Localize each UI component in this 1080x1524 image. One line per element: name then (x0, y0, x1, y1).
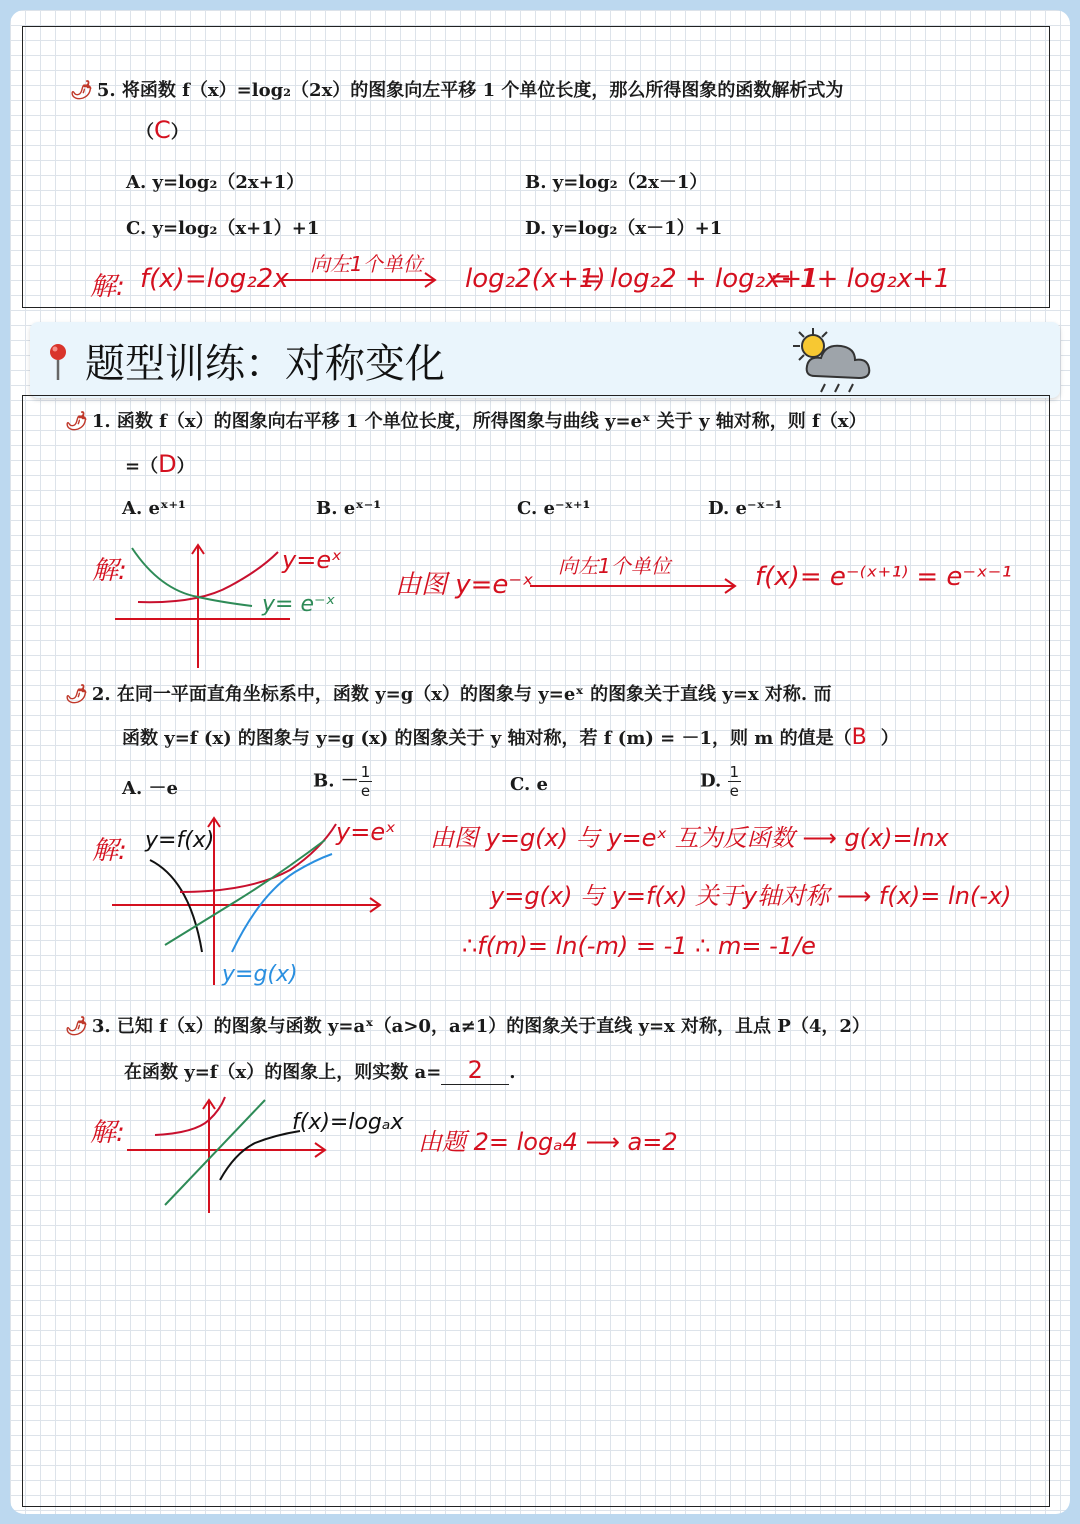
q1-option-a: A. eˣ⁺¹ (122, 498, 186, 519)
q2-curve-f-label: y=f(x) (145, 828, 215, 853)
q5-arrow-text: 向左1个单位 (310, 252, 423, 276)
question-3-answer: 2 (467, 1056, 483, 1084)
question-1-answer: D (158, 450, 177, 478)
question-1-answer-slot: =（D） (125, 450, 195, 478)
q2-option-d: D. $\frac{1}{e}$ (700, 763, 740, 800)
pin-icon (46, 342, 70, 382)
q5-option-a: A. y=log₂（2x+1） (126, 172, 305, 193)
q1-curve-label-2: y= e⁻ˣ (262, 592, 336, 617)
sun-cloud-rain-icon (785, 324, 885, 400)
question-5-stem: 🌶 5. 将函数 f（x）=log₂（2x）的图象向左平移 1 个单位长度，那么所得图象的函数解析式为 (70, 80, 844, 101)
q5-arrow (280, 270, 440, 290)
banner-title: 题型训练：对称变化 (85, 341, 445, 387)
q1-solution-label: 解: (92, 556, 127, 586)
q1-from: 由图 y=e⁻ˣ (395, 570, 534, 600)
q3-curve-label: f(x)=logₐx (292, 1110, 404, 1135)
question-5-answer-slot: （C） (136, 116, 189, 144)
q2-curve-e-label: y=eˣ (336, 818, 396, 846)
q5-option-b: B. y=log₂（2x－1） (525, 172, 708, 193)
question-2-answer: B (851, 725, 867, 750)
q1-arrow (530, 576, 740, 596)
q1-curve-label-1: y=eˣ (282, 546, 342, 574)
q1-option-c: C. e⁻ˣ⁺¹ (517, 498, 591, 519)
q1-option-d: D. e⁻ˣ⁻¹ (708, 498, 783, 519)
chili-icon: 🌶 (65, 411, 88, 432)
q2-line-2: y=g(x) 与 y=f(x) 关于y轴对称 ⟶ f(x)= ln(-x) (490, 882, 1012, 910)
q1-arrow-text: 向左1个单位 (558, 554, 671, 578)
q2-solution-label: 解: (92, 836, 127, 866)
q2-option-b-fraction: $\frac{1}{e}$ (360, 763, 371, 800)
question-2-stem-1: 🌶 2. 在同一平面直角坐标系中，函数 y=g（x）的图象与 y=eˣ 的图象关于直线 y=x 对称. 而 (65, 684, 832, 705)
q3-solution-label: 解: (90, 1118, 125, 1148)
chili-icon: 🌶 (65, 684, 88, 705)
q5-option-c: C. y=log₂（x+1）+1 (126, 218, 320, 239)
q2-line-1: 由图 y=g(x) 与 y=eˣ 互为反函数 ⟶ g(x)=lnx (430, 824, 949, 852)
question-5-answer: C (154, 116, 171, 144)
question-1-stem: 🌶 1. 函数 f（x）的图象向右平移 1 个单位长度，所得图象与曲线 y=eˣ 关于 y 轴对称，则 f（x） (65, 411, 867, 432)
q5-step3: = 1+ log₂x+1 (770, 264, 951, 294)
q2-option-a: A. －e (122, 778, 178, 799)
q1-result: f(x)= e⁻⁽ˣ⁺¹⁾ = e⁻ˣ⁻¹ (755, 562, 1012, 592)
q2-option-b: B. － $\frac{1}{e}$ (313, 763, 371, 800)
section-banner (30, 322, 1060, 398)
q5-solution-f: f(x)=log₂2x (140, 264, 289, 294)
q5-option-d: D. y=log₂（x－1）+1 (525, 218, 723, 239)
chili-icon: 🌶 (70, 80, 93, 101)
question-2-stem-2: 函数 y=f (x) 的图象与 y=g (x) 的图象关于 y 轴对称，若 f (m) = －1，则 m 的值是（B ） (122, 725, 899, 750)
q5-step2: = log₂2 + log₂x+1 (580, 264, 819, 294)
question-3-stem-1: 🌶 3. 已知 f（x）的图象与函数 y=aˣ（a>0，a≠1）的图象关于直线 y=x 对称，且点 P（4，2） (65, 1016, 870, 1037)
question-3-stem-2: 在函数 y=f（x）的图象上，则实数 a= 2 . (124, 1056, 516, 1084)
q2-option-c: C. e (510, 774, 548, 795)
q5-solution-label: 解: (90, 272, 125, 302)
q2-curve-g-label: y=g(x) (222, 962, 298, 987)
notebook-page (10, 10, 1070, 1514)
q2-line-3: ∴f(m)= ln(-m) = -1 ∴ m= -1/e (462, 932, 816, 960)
q5-step1: log₂2(x+1) (465, 264, 606, 294)
q1-option-b: B. eˣ⁻¹ (316, 498, 382, 519)
q3-solution-line: 由题 2= logₐ4 ⟶ a=2 (418, 1128, 678, 1156)
chili-icon: 🌶 (65, 1016, 88, 1037)
q2-option-d-fraction: $\frac{1}{e}$ (729, 763, 740, 800)
